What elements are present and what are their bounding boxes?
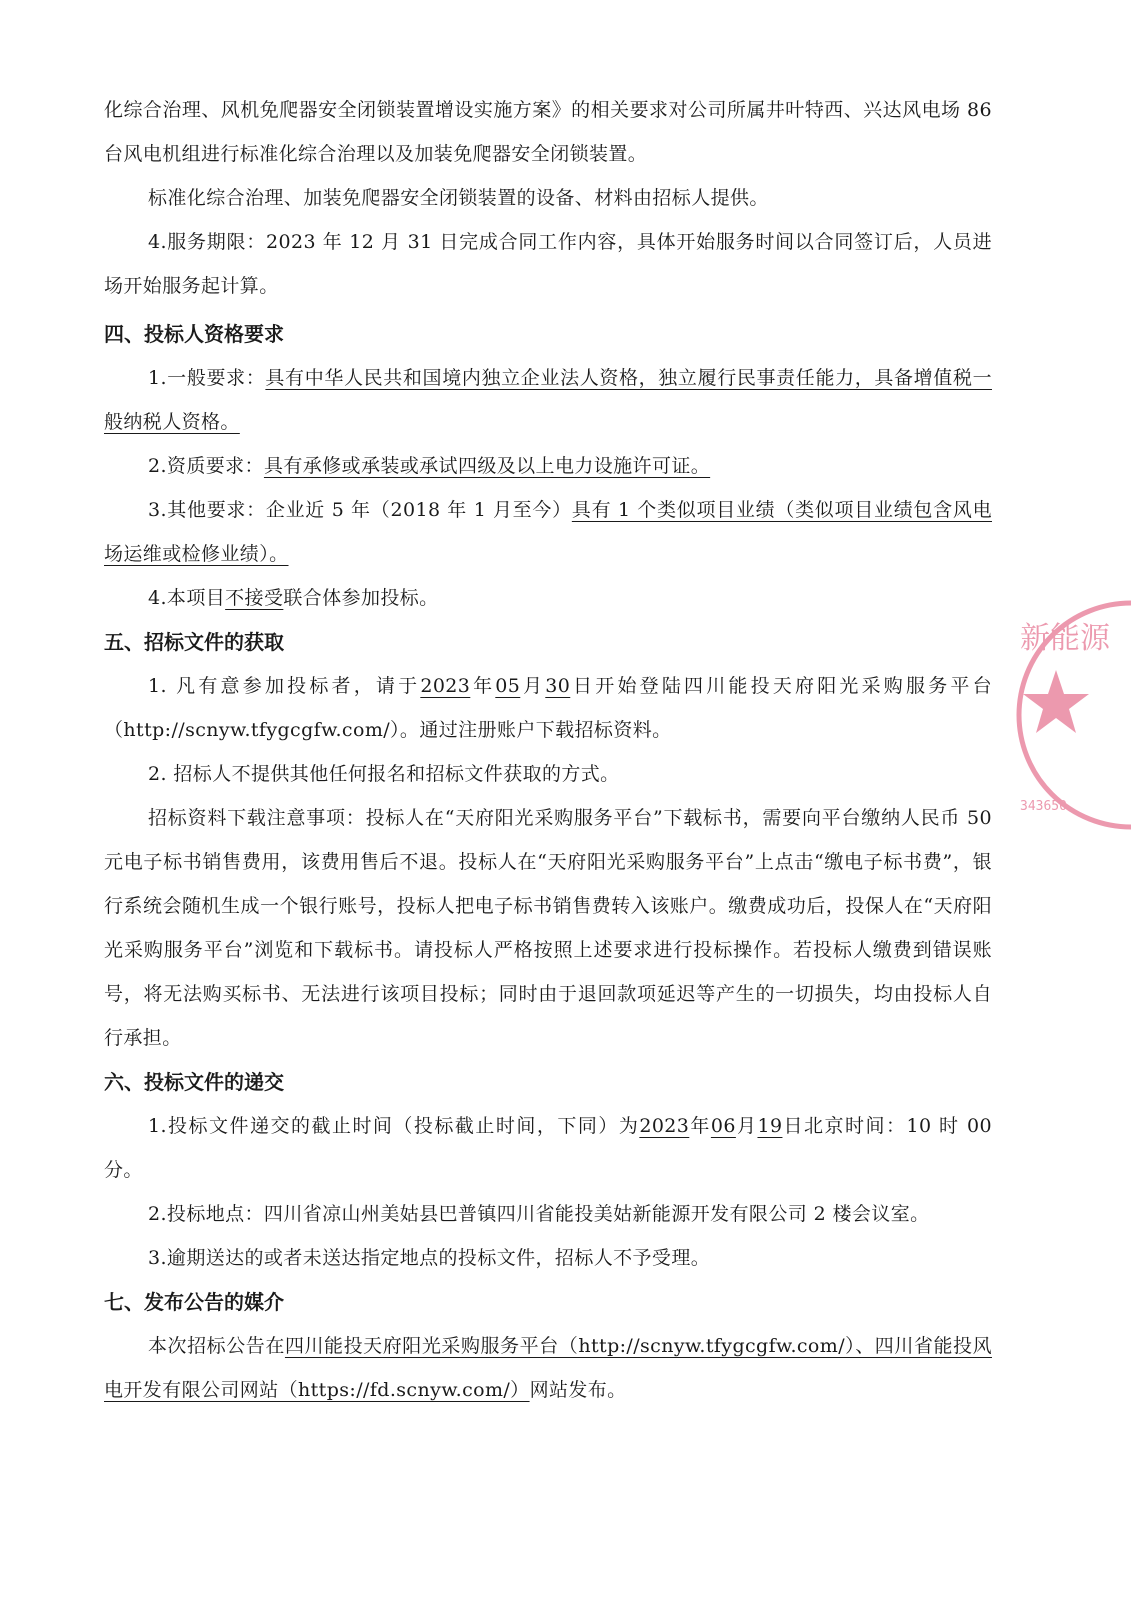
deadline-text-2: 年 <box>689 1115 711 1137</box>
section-title-media: 七、发布公告的媒介 <box>104 1290 284 1314</box>
deadline-text-4: 日北京时间：10 时 00 分。 <box>104 1115 992 1181</box>
qualification-other <box>104 488 992 576</box>
submission-location: 2.投标地点：四川省凉山州美姑县巴普镇四川省能投美姑新能源开发有限公司 2 楼会议室。 <box>148 1203 930 1225</box>
obtain-day: 30 <box>545 675 571 697</box>
consortium-suffix: 联合体参加投标。 <box>283 587 439 609</box>
seal-graphic <box>1006 590 1131 840</box>
obtain-month: 05 <box>495 675 521 697</box>
qualification-other-text: 具有 1 个类似项目业绩（类似项目业绩包含风电场运维或检修业绩）。 <box>104 499 992 565</box>
obtain-no-other-way: 2. 招标人不提供其他任何报名和招标文件获取的方式。 <box>148 763 620 785</box>
deadline-year: 2023 <box>639 1115 690 1137</box>
qualification-consortium <box>104 576 992 620</box>
section-title-obtain-docs: 五、招标文件的获取 <box>104 630 284 654</box>
qualification-general-label: 1.一般要求： <box>148 367 266 389</box>
consortium-prefix: 4.本项目 <box>148 587 226 609</box>
media-text-1: 本次招标公告在 <box>148 1335 285 1357</box>
qualification-general <box>104 356 992 444</box>
obtain-text-2: 年 <box>470 675 496 697</box>
submission-late-rule: 3.逾期送达的或者未送达指定地点的投标文件，招标人不予受理。 <box>148 1247 711 1269</box>
obtain-start-date <box>104 664 992 752</box>
consortium-not-accepted: 不接受 <box>225 587 284 609</box>
seal-star-icon <box>1023 670 1089 733</box>
obtain-year: 2023 <box>420 675 471 697</box>
media-websites: 四川能投天府阳光采购服务平台（http://scnyw.tfygcgfw.com/）、四川省能投风电开发有限公司网站（https://fd.scnyw.com/） <box>104 1335 992 1401</box>
download-notice: 招标资料下载注意事项：投标人在“天府阳光采购服务平台”下载标书，需要向平台缴纳人民币 50 元电子标书销售费用，该费用售后不退。投标人在“天府阳光采购服务平台”上点击“缴电子标书费”，银行系统会随机生成一个银行账号，投标人把电子标书销售费转入该账户。缴费成功后，投保人在“天府阳光采购服务平台”浏览和下载标书。请投标人严格按照上述要求进行投标操作。若投标人缴费到错误账号，将无法购买标书、无法进行该项目投标；同时由于退回款项延迟等产生的一切损失，均由投标人自行承担。 <box>104 807 992 1049</box>
seal-text: 新能源 <box>1020 621 1110 656</box>
submission-deadline <box>104 1104 992 1192</box>
obtain-text-4: 日开始登陆四川能投天府阳光采购服务平台（http://scnyw.tfygcgfw.com/）。通过注册账户下载招标资料。 <box>104 675 992 741</box>
obtain-text-1: 1. 凡有意参加投标者，请于 <box>148 675 421 697</box>
qualification-certificate <box>104 444 992 488</box>
deadline-month: 06 <box>710 1115 736 1137</box>
deadline-day: 19 <box>757 1115 783 1137</box>
seal-number: 343650 <box>1020 799 1067 814</box>
paragraph-materials: 标准化综合治理、加装免爬器安全闭锁装置的设备、材料由招标人提供。 <box>148 187 769 209</box>
section-title-qualification: 四、投标人资格要求 <box>104 322 284 346</box>
obtain-text-3: 月 <box>520 675 546 697</box>
document-body <box>104 88 992 1412</box>
deadline-text-1: 1.投标文件递交的截止时间（投标截止时间，下同）为 <box>148 1115 640 1137</box>
company-seal <box>1006 590 1131 840</box>
paragraph-service-period: 4.服务期限：2023 年 12 月 31 日完成合同工作内容，具体开始服务时间以合同签订后，人员进场开始服务起计算。 <box>104 231 992 297</box>
qualification-certificate-label: 2.资质要求： <box>148 455 264 477</box>
paragraph-scope: 化综合治理、风机免爬器安全闭锁装置增设实施方案》的相关要求对公司所属井叶特西、兴达风电场 86 台风电机组进行标准化综合治理以及加装免爬器安全闭锁装置。 <box>104 99 992 165</box>
section-title-submission: 六、投标文件的递交 <box>104 1070 284 1094</box>
deadline-text-3: 月 <box>735 1115 758 1137</box>
media-text-2: 网站发布。 <box>529 1379 627 1401</box>
publication-media <box>104 1324 992 1412</box>
qualification-certificate-text: 具有承修或承装或承试四级及以上电力设施许可证。 <box>263 455 711 477</box>
qualification-other-label: 3.其他要求：企业近 5 年（2018 年 1 月至今） <box>148 499 572 521</box>
qualification-general-text: 具有中华人民共和国境内独立企业法人资格，独立履行民事责任能力，具备增值税一般纳税人资格。 <box>104 367 992 433</box>
